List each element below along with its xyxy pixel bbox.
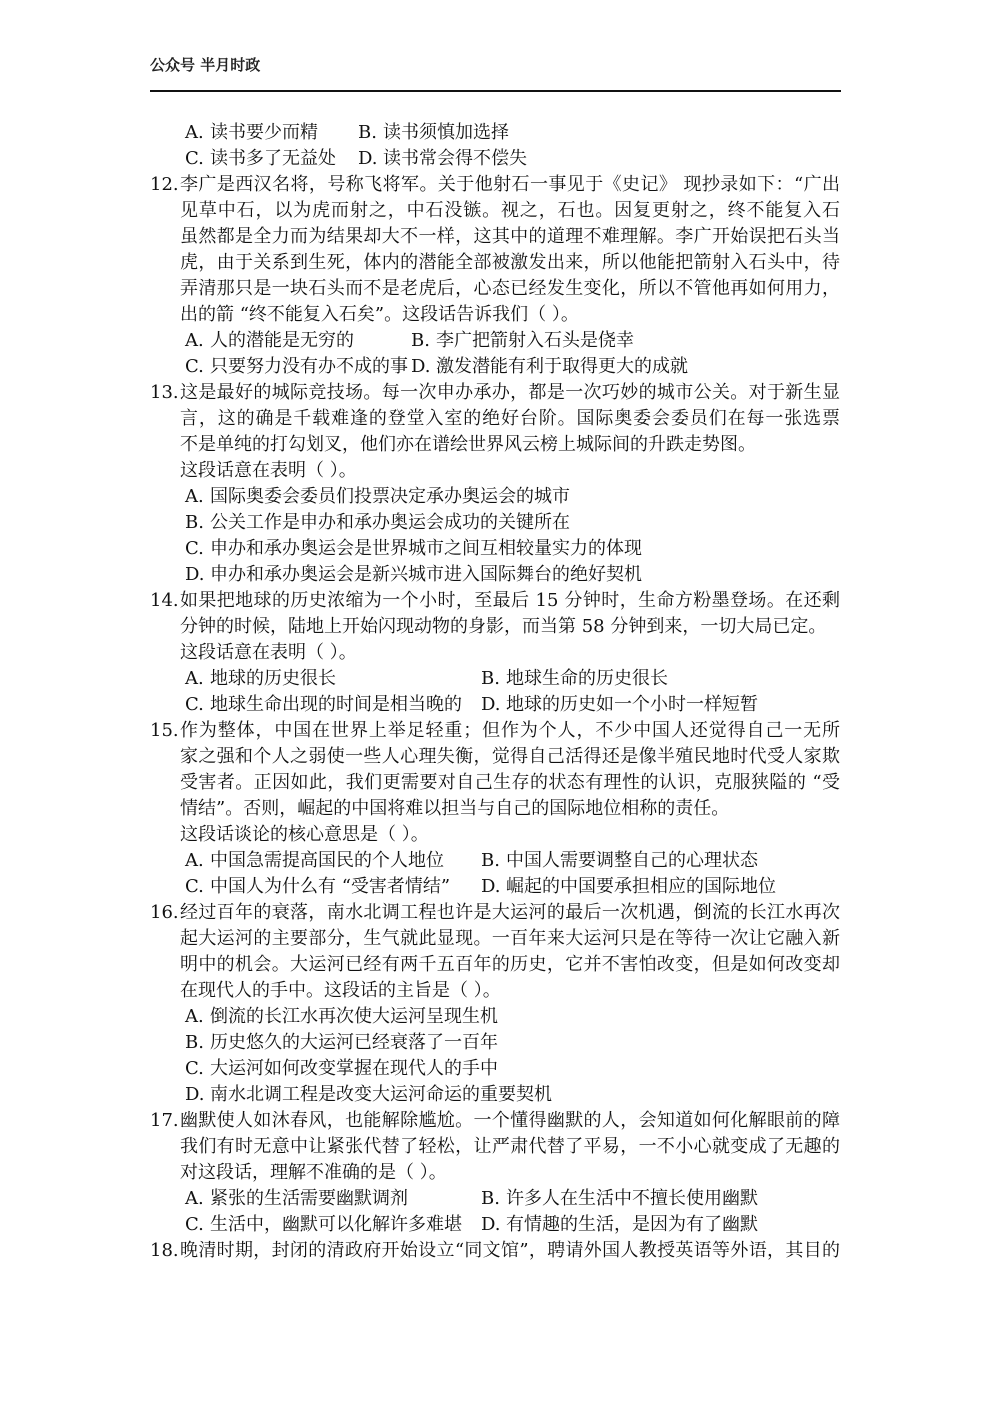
option-letter: C. — [185, 876, 204, 897]
option-text: 中国人为什么有 “受害者情结” — [210, 876, 451, 897]
option-text: 激发潜能有利于取得更大的成就 — [436, 356, 688, 377]
question-text-line: 情结”。否则，崛起的中国将难以担当与自己的国际地位相称的责任。 — [180, 798, 730, 819]
option-row — [0, 510, 991, 536]
option-text: 公关工作是申办和承办奥运会成功的关键所在 — [210, 512, 570, 533]
option-letter: B. — [481, 668, 500, 689]
question-number: 16. — [150, 902, 179, 923]
option-letter: A. — [185, 330, 204, 351]
option-row — [0, 1056, 991, 1082]
option-text: 申办和承办奥运会是新兴城市进入国际舞台的绝好契机 — [210, 564, 642, 585]
question-text-line: 起大运河的主要部分，生气就此显现。一百年来大运河只是在等待一次让它融入新 — [180, 928, 840, 949]
question-number: 15. — [150, 720, 179, 741]
question-text-line: 作为整体，中国在世界上举足轻重；但作为个人，不少中国人还觉得自己一无所 — [180, 720, 840, 741]
option-letter: D. — [185, 1084, 205, 1105]
question-number: 17. — [150, 1110, 179, 1131]
option-row — [0, 666, 991, 692]
option-item[interactable] — [185, 146, 336, 172]
option-letter: C. — [185, 356, 204, 377]
option-text: 读书常会得不偿失 — [383, 148, 527, 169]
option-item[interactable] — [185, 874, 450, 900]
question-text-line: 李广是西汉名将，号称飞将军。关于他射石一事见于《史记》 现抄录如下：“广出 — [180, 174, 840, 195]
question-number: 13. — [150, 382, 179, 403]
option-item[interactable] — [481, 874, 776, 900]
option-item[interactable] — [185, 510, 570, 536]
option-item[interactable] — [358, 120, 509, 146]
option-letter: D. — [481, 694, 501, 715]
question-text-line: 言，这的确是千载难逢的登堂入室的绝好台阶。国际奥委会委员们在每一张选票 — [180, 408, 840, 429]
option-item[interactable] — [185, 1186, 408, 1212]
option-letter: D. — [411, 356, 431, 377]
question-text-line: 出的箭 “终不能复入石矣”。这段话告诉我们（ ）。 — [180, 304, 579, 325]
option-letter: B. — [185, 1032, 204, 1053]
question-text-line: 如果把地球的历史浓缩为一个小时，至最后 15 分钟时，生命方粉墨登场。在还剩 — [180, 590, 840, 611]
option-text: 南水北调工程是改变大运河命运的重要契机 — [210, 1084, 552, 1105]
option-letter: D. — [481, 1214, 501, 1235]
question-text-line: 家之强和个人之弱使一些人心理失衡，觉得自己活得还是像半殖民地时代受人家欺 — [180, 746, 840, 767]
option-letter: D. — [358, 148, 378, 169]
option-row — [0, 848, 991, 874]
option-text: 地球生命的历史很长 — [506, 668, 668, 689]
option-letter: B. — [481, 850, 500, 871]
option-letter: B. — [481, 1188, 500, 1209]
option-text: 地球的历史很长 — [210, 668, 336, 689]
option-row — [0, 328, 991, 354]
option-row — [0, 146, 991, 172]
option-item[interactable] — [411, 354, 688, 380]
header-divider — [150, 90, 841, 92]
option-row — [0, 1186, 991, 1212]
option-text: 中国人需要调整自己的心理状态 — [506, 850, 758, 871]
option-letter: D. — [481, 876, 501, 897]
question-text-line: 明中的机会。大运河已经有两千五百年的历史，它并不害怕改变，但是如何改变却 — [180, 954, 840, 975]
option-text: 地球的历史如一个小时一样短暂 — [506, 694, 758, 715]
option-item[interactable] — [185, 484, 570, 510]
question-text-line: 虽然都是全力而为结果却大不一样，这其中的道理不难理解。李广开始误把石头当 — [180, 226, 840, 247]
option-item[interactable] — [185, 120, 318, 146]
question-text-line: 见草中石，以为虎而射之，中石没镞。视之，石也。因复更射之，终不能复入石 — [180, 200, 840, 221]
question-text-line: 不是单纯的打勾划叉，他们亦在谱绘世界风云榜上城际间的升跌走势图。 — [180, 434, 756, 455]
option-text: 只要努力没有办不成的事 — [210, 356, 408, 377]
option-letter: A. — [185, 668, 204, 689]
option-text: 中国急需提高国民的个人地位 — [210, 850, 444, 871]
option-item[interactable] — [185, 848, 444, 874]
option-letter: A. — [185, 850, 204, 871]
option-letter: C. — [185, 148, 204, 169]
option-row — [0, 692, 991, 718]
option-letter: D. — [185, 564, 205, 585]
option-row — [0, 1212, 991, 1238]
option-item[interactable] — [481, 1186, 758, 1212]
option-item[interactable] — [411, 328, 634, 354]
option-item[interactable] — [185, 692, 462, 718]
question-number: 12. — [150, 174, 179, 195]
option-text: 李广把箭射入石头是侥幸 — [436, 330, 634, 351]
option-letter: C. — [185, 694, 204, 715]
question-number: 14. — [150, 590, 179, 611]
option-letter: A. — [185, 1188, 204, 1209]
question-text-line: 我们有时无意中让紧张代替了轻松，让严肃代替了平易，一不小心就变成了无趣的 — [180, 1136, 840, 1157]
question-text-line: 在现代人的手中。这段话的主旨是（ ）。 — [180, 980, 501, 1001]
option-row — [0, 120, 991, 146]
option-item[interactable] — [185, 1082, 552, 1108]
question-text-line: 弄清那只是一块石头而不是老虎后，心态已经发生变化，所以不管他再如何用力， — [180, 278, 840, 299]
option-text: 人的潜能是无穷的 — [210, 330, 354, 351]
question-text-line: 这段话意在表明（ ）。 — [180, 460, 357, 481]
question-text-line: 经过百年的衰落，南水北调工程也许是大运河的最后一次机遇，倒流的长江水再次 — [180, 902, 840, 923]
option-item[interactable] — [185, 1212, 462, 1238]
option-item[interactable] — [481, 1212, 758, 1238]
option-row — [0, 354, 991, 380]
option-letter: B. — [358, 122, 377, 143]
option-item[interactable] — [481, 848, 758, 874]
option-letter: A. — [185, 486, 204, 507]
question-text-line: 这段话谈论的核心意思是（ ）。 — [180, 824, 429, 845]
option-text: 历史悠久的大运河已经衰落了一百年 — [210, 1032, 498, 1053]
option-text: 紧张的生活需要幽默调剂 — [210, 1188, 408, 1209]
option-text: 许多人在生活中不擅长使用幽默 — [506, 1188, 758, 1209]
question-text-line: 这是最好的城际竞技场。每一次申办承办，都是一次巧妙的城市公关。对于新生显 — [180, 382, 840, 403]
option-item[interactable] — [481, 692, 758, 718]
question-text-line: 晚清时期，封闭的清政府开始设立“同文馆”，聘请外国人教授英语等外语，其目的 — [180, 1240, 840, 1261]
option-letter: C. — [185, 1058, 204, 1079]
question-text-line: 分钟的时候，陆地上开始闪现动物的身影，而当第 58 分钟到来，一切大局已定。 — [180, 616, 827, 637]
option-text: 国际奥委会委员们投票决定承办奥运会的城市 — [210, 486, 570, 507]
option-letter: A. — [185, 1006, 204, 1027]
option-text: 倒流的长江水再次使大运河呈现生机 — [210, 1006, 498, 1027]
option-letter: B. — [185, 512, 204, 533]
option-row — [0, 562, 991, 588]
option-item[interactable] — [481, 666, 668, 692]
option-item[interactable] — [185, 562, 642, 588]
option-item[interactable] — [185, 666, 336, 692]
option-letter: B. — [411, 330, 430, 351]
option-item[interactable] — [185, 536, 642, 562]
option-text: 读书多了无益处 — [210, 148, 336, 169]
option-item[interactable] — [185, 354, 408, 380]
option-letter: C. — [185, 1214, 204, 1235]
option-text: 有情趣的生活，是因为有了幽默 — [506, 1214, 758, 1235]
question-number: 18. — [150, 1240, 179, 1261]
option-text: 崛起的中国要承担相应的国际地位 — [506, 876, 776, 897]
option-item[interactable] — [185, 328, 354, 354]
question-text-line: 这段话意在表明（ ）。 — [180, 642, 357, 663]
header-title: 公众号 半月时政 — [150, 56, 261, 74]
option-letter: A. — [185, 122, 204, 143]
question-text-line: 受害者。正因如此，我们更需要对自己生存的状态有理性的认识，克服狭隘的 “受 — [180, 772, 840, 793]
option-row — [0, 1030, 991, 1056]
option-item[interactable] — [185, 1056, 498, 1082]
option-row — [0, 1082, 991, 1108]
option-text: 读书要少而精 — [210, 122, 318, 143]
question-text-line: 对这段话，理解不准确的是（ ）。 — [180, 1162, 447, 1183]
option-text: 地球生命出现的时间是相当晚的 — [210, 694, 462, 715]
option-text: 生活中，幽默可以化解许多难堪 — [210, 1214, 462, 1235]
option-text: 大运河如何改变掌握在现代人的手中 — [210, 1058, 498, 1079]
question-text-line: 虎，由于关系到生死，体内的潜能全部被激发出来，所以他能把箭射入石头中，待 — [180, 252, 840, 273]
option-item[interactable] — [185, 1030, 498, 1056]
option-text: 申办和承办奥运会是世界城市之间互相较量实力的体现 — [210, 538, 642, 559]
option-row — [0, 1004, 991, 1030]
question-text-line: 幽默使人如沐春风，也能解除尴尬。一个懂得幽默的人，会知道如何化解眼前的障 — [180, 1110, 840, 1131]
option-row — [0, 874, 991, 900]
option-item[interactable] — [358, 146, 527, 172]
option-letter: C. — [185, 538, 204, 559]
option-item[interactable] — [185, 1004, 498, 1030]
option-row — [0, 484, 991, 510]
option-row — [0, 536, 991, 562]
option-text: 读书须慎加选择 — [383, 122, 509, 143]
